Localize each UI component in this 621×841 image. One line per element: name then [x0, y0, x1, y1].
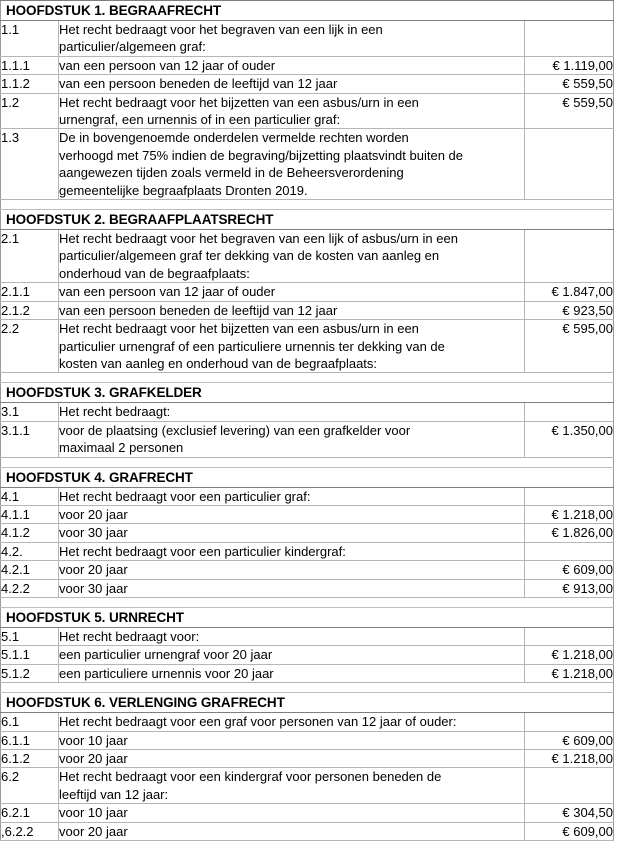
row-code: 4.2.1 — [1, 561, 59, 579]
row-description — [59, 561, 525, 579]
section-spacer-cell — [1, 200, 614, 210]
table-row — [1, 421, 614, 457]
row-description — [59, 230, 525, 283]
row-amount — [525, 403, 614, 421]
row-description — [59, 93, 525, 129]
row-code: 2.1.1 — [1, 283, 59, 301]
row-description — [59, 301, 525, 319]
row-amount: € 1.218,00 — [525, 646, 614, 664]
row-code: ,6.2.2 — [1, 822, 59, 840]
table-row — [1, 75, 614, 93]
row-description — [59, 421, 525, 457]
table-row — [1, 804, 614, 822]
table-row — [1, 561, 614, 579]
description-line: onderhoud van de begraafplaats: — [59, 265, 250, 281]
section-spacer-cell — [1, 373, 614, 383]
row-description — [59, 768, 525, 804]
row-description — [59, 524, 525, 542]
row-amount — [525, 627, 614, 645]
row-description — [59, 627, 525, 645]
row-code: 4.2. — [1, 542, 59, 560]
row-amount — [525, 713, 614, 731]
table-row — [1, 301, 614, 319]
tariff-table-body — [1, 1, 614, 841]
description-line: voor 20 jaar — [59, 751, 128, 766]
row-description — [59, 579, 525, 597]
row-description — [59, 750, 525, 768]
description-line: van een persoon van 12 jaar of ouder — [59, 284, 276, 300]
section-spacer-row — [1, 683, 614, 693]
row-code: 4.1.2 — [1, 524, 59, 542]
chapter-heading: HOOFDSTUK 3. GRAFKELDER — [1, 383, 614, 403]
row-description — [59, 75, 525, 93]
table-row — [1, 505, 614, 523]
row-amount: € 1.218,00 — [525, 505, 614, 523]
row-description — [59, 320, 525, 373]
table-row — [1, 283, 614, 301]
row-code: 2.1.2 — [1, 301, 59, 319]
row-code: 6.1.2 — [1, 750, 59, 768]
chapter-heading-row — [1, 693, 614, 713]
description-line: maximaal 2 personen — [59, 440, 184, 456]
row-amount — [525, 768, 614, 804]
description-line: voor 30 jaar — [59, 525, 128, 541]
row-amount: € 595,00 — [525, 320, 614, 373]
row-code: 1.2 — [1, 93, 59, 129]
description-line: Het recht bedraagt voor het begraven van een lijk of asbus/urn in een — [59, 231, 458, 247]
row-amount — [525, 487, 614, 505]
row-code: 1.3 — [1, 129, 59, 200]
row-amount: € 1.218,00 — [525, 750, 614, 768]
row-description — [59, 21, 525, 57]
section-spacer-row — [1, 457, 614, 467]
chapter-heading-row — [1, 467, 614, 487]
table-row — [1, 93, 614, 129]
description-line: voor 20 jaar — [59, 562, 128, 578]
description-line: van een persoon beneden de leeftijd van 12 jaar — [59, 302, 338, 318]
row-amount: € 923,50 — [525, 301, 614, 319]
description-line: een particulier urnengraf voor 20 jaar — [59, 647, 273, 663]
row-description — [59, 731, 525, 749]
row-amount: € 609,00 — [525, 731, 614, 749]
row-code: 6.2.1 — [1, 804, 59, 822]
description-line: Het recht bedraagt voor het bijzetten van een asbus/urn in een — [59, 321, 419, 337]
row-amount: € 1.119,00 — [525, 56, 614, 74]
row-amount: € 304,50 — [525, 804, 614, 822]
description-line: voor 10 jaar — [59, 805, 128, 821]
description-line: Het recht bedraagt voor: — [59, 628, 200, 644]
row-amount — [525, 230, 614, 283]
chapter-heading: HOOFDSTUK 1. BEGRAAFRECHT — [1, 1, 614, 21]
description-line: voor de plaatsing (exclusief levering) van een grafkelder voor — [59, 422, 411, 438]
table-row — [1, 56, 614, 74]
row-code: 3.1 — [1, 403, 59, 421]
description-line: urnengraf, een urnennis of in een particulier graf: — [59, 112, 341, 128]
row-description — [59, 713, 525, 731]
row-description — [59, 403, 525, 421]
row-description — [59, 283, 525, 301]
row-code: 1.1 — [1, 21, 59, 57]
row-description — [59, 56, 525, 74]
row-code: 1.1.1 — [1, 56, 59, 74]
table-row — [1, 768, 614, 804]
description-line: voor 10 jaar — [59, 732, 128, 748]
row-amount: € 913,00 — [525, 579, 614, 597]
description-line: De in bovengenoemde onderdelen vermelde rechten worden — [59, 130, 409, 146]
table-row — [1, 646, 614, 664]
row-code: 1.1.2 — [1, 75, 59, 93]
section-spacer-cell — [1, 597, 614, 607]
description-line: particulier/algemeen graf ter dekking van de kosten van aanleg en — [59, 248, 440, 264]
table-row — [1, 664, 614, 682]
row-code: 3.1.1 — [1, 421, 59, 457]
row-code: 2.2 — [1, 320, 59, 373]
description-line: particulier/algemeen graf: — [59, 39, 206, 55]
description-line: Het recht bedraagt: — [59, 404, 171, 420]
row-description — [59, 487, 525, 505]
row-amount: € 609,00 — [525, 822, 614, 840]
chapter-heading: HOOFDSTUK 5. URNRECHT — [1, 607, 614, 627]
table-row — [1, 129, 614, 200]
table-row — [1, 230, 614, 283]
section-spacer-row — [1, 200, 614, 210]
table-row — [1, 731, 614, 749]
row-description — [59, 804, 525, 822]
row-code: 6.1 — [1, 713, 59, 731]
description-line: Het recht bedraagt voor een kindergraf voor personen beneden de — [59, 769, 442, 785]
section-spacer-row — [1, 373, 614, 383]
table-row — [1, 627, 614, 645]
description-line: particulier urnengraf of een particuliere urnennis ter dekking van de — [59, 338, 445, 354]
chapter-heading-row — [1, 1, 614, 21]
description-line: kosten van aanleg en onderhoud van de begraafplaats: — [59, 355, 378, 371]
table-row — [1, 403, 614, 421]
description-line: voor 20 jaar — [59, 823, 128, 839]
description-line: Het recht bedraagt voor een particulier graf: — [59, 488, 311, 504]
row-description — [59, 129, 525, 200]
table-row — [1, 524, 614, 542]
row-description — [59, 646, 525, 664]
row-code: 4.1.1 — [1, 505, 59, 523]
chapter-heading: HOOFDSTUK 4. GRAFRECHT — [1, 467, 614, 487]
section-spacer-cell — [1, 457, 614, 467]
row-code: 4.2.2 — [1, 579, 59, 597]
row-description — [59, 542, 525, 560]
description-line: aangewezen tijden zoals vermeld in de Beheersverordening — [59, 165, 404, 181]
section-spacer-row — [1, 597, 614, 607]
row-description — [59, 505, 525, 523]
chapter-heading-row — [1, 210, 614, 230]
description-line: voor 30 jaar — [59, 580, 128, 596]
row-code: 2.1 — [1, 230, 59, 283]
row-amount: € 559,50 — [525, 93, 614, 129]
row-code: 6.1.1 — [1, 731, 59, 749]
description-line: Het recht bedraagt voor een particulier kindergraf: — [59, 543, 346, 559]
description-line: van een persoon van 12 jaar of ouder — [59, 57, 276, 73]
row-code: 5.1.1 — [1, 646, 59, 664]
row-code: 4.1 — [1, 487, 59, 505]
row-amount: € 1.847,00 — [525, 283, 614, 301]
description-line: gemeentelijke begraafplaats Dronten 2019. — [59, 182, 308, 198]
description-line: voor 20 jaar — [59, 506, 128, 522]
table-row — [1, 542, 614, 560]
table-row — [1, 487, 614, 505]
row-amount — [525, 21, 614, 57]
row-amount: € 1.350,00 — [525, 421, 614, 457]
table-row — [1, 579, 614, 597]
table-row — [1, 713, 614, 731]
chapter-heading-row — [1, 607, 614, 627]
chapter-heading: HOOFDSTUK 6. VERLENGING GRAFRECHT — [1, 693, 614, 713]
row-code: 5.1 — [1, 627, 59, 645]
description-line: Het recht bedraagt voor het bijzetten van een asbus/urn in een — [59, 94, 419, 110]
row-amount — [525, 129, 614, 200]
row-code: 6.2 — [1, 768, 59, 804]
description-line: Het recht bedraagt voor het begraven van een lijk in een — [59, 22, 383, 37]
description-line: verhoogd met 75% indien de begraving/bijzetting plaatsvindt buiten de — [59, 147, 463, 163]
row-amount — [525, 542, 614, 560]
row-code: 5.1.2 — [1, 664, 59, 682]
description-line: Het recht bedraagt voor een graf voor personen van 12 jaar of ouder: — [59, 714, 457, 730]
description-line: van een persoon beneden de leeftijd van 12 jaar — [59, 76, 338, 92]
chapter-heading-row — [1, 383, 614, 403]
row-amount: € 609,00 — [525, 561, 614, 579]
row-amount: € 559,50 — [525, 75, 614, 93]
table-row — [1, 21, 614, 57]
chapter-heading: HOOFDSTUK 2. BEGRAAFPLAATSRECHT — [1, 210, 614, 230]
row-amount: € 1.218,00 — [525, 664, 614, 682]
table-row — [1, 320, 614, 373]
row-amount: € 1.826,00 — [525, 524, 614, 542]
description-line: een particuliere urnennis voor 20 jaar — [59, 665, 274, 681]
row-description — [59, 664, 525, 682]
description-line: leeftijd van 12 jaar: — [59, 786, 169, 802]
section-spacer-cell — [1, 683, 614, 693]
table-row — [1, 750, 614, 768]
